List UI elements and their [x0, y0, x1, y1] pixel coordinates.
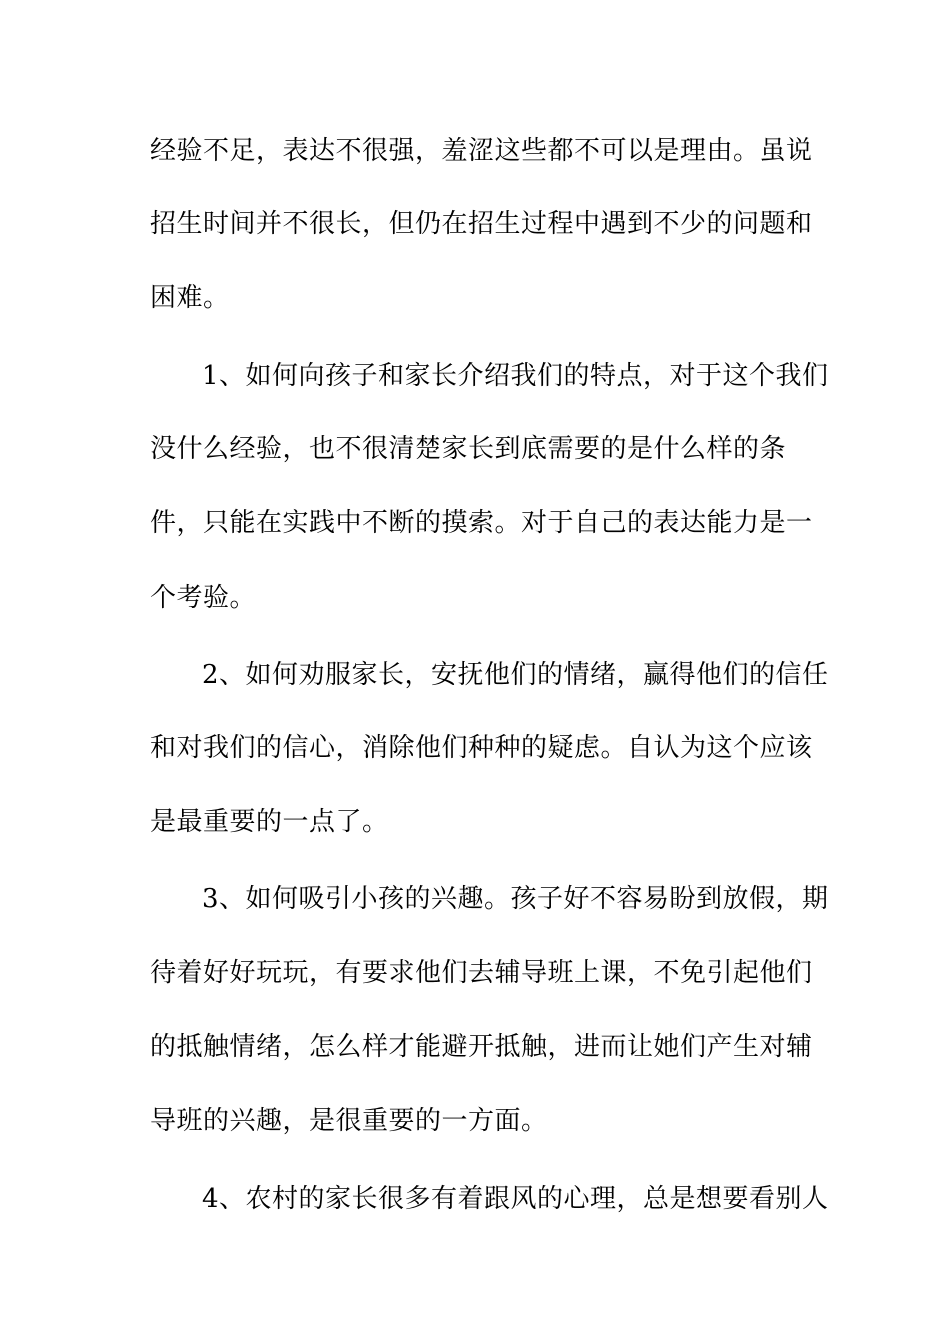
paragraph-line: 没什么经验，也不很清楚家长到底需要的是什么样的条 — [150, 434, 787, 464]
paragraph-line: 招生时间并不很长，但仍在招生过程中遇到不少的问题和 — [150, 209, 813, 239]
paragraph-line: 经验不足，表达不很强，羞涩这些都不可以是理由。虽说 — [150, 136, 813, 166]
list-item-1-line: 1、如何向孩子和家长介绍我们的特点，对于这个我们 — [202, 361, 829, 391]
paragraph-line: 个考验。 — [150, 583, 257, 613]
list-item-4-line: 4、农村的家长很多有着跟风的心理，总是想要看别人 — [202, 1184, 829, 1214]
paragraph-line: 和对我们的信心，消除他们种种的疑虑。自认为这个应该 — [150, 733, 813, 763]
paragraph-line: 是最重要的一点了。 — [150, 807, 389, 837]
paragraph-line: 待着好好玩玩，有要求他们去辅导班上课，不免引起他们 — [150, 958, 813, 988]
paragraph-line: 导班的兴趣，是很重要的一方面。 — [150, 1106, 548, 1136]
paragraph-line: 件，只能在实践中不断的摸索。对于自己的表达能力是一 — [150, 508, 813, 538]
list-item-2-line: 2、如何劝服家长，安抚他们的情绪，赢得他们的信任 — [202, 660, 829, 690]
list-item-3-line: 3、如何吸引小孩的兴趣。孩子好不容易盼到放假，期 — [202, 884, 829, 914]
paragraph-line: 困难。 — [150, 283, 230, 313]
paragraph-line: 的抵触情绪，怎么样才能避开抵触，进而让她们产生对辅 — [150, 1032, 813, 1062]
